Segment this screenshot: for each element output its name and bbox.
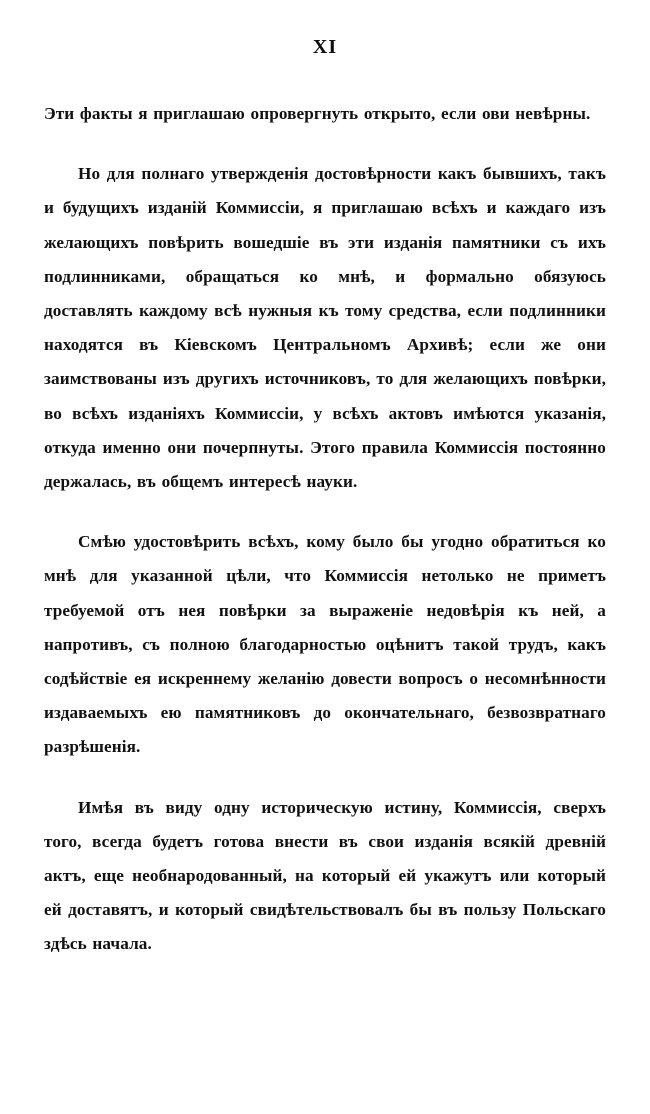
- paragraph: Эти факты я приглашаю опровергнуть открыто, если ови невѣрны.: [44, 104, 591, 123]
- paragraph: Но для полнаго утвержденія достовѣрности какъ бывшихъ, такъ и будущихъ изданій Коммиссіи, я приглашаю всѣхъ и каждаго изъ желающихъ повѣрить вошедшіе въ эти изданія памятники съ ихъ подлинниками, обращаться ко мнѣ, и формально обязуюсь доставлять каждому всѣ нужныя къ тому средства, если подлинники находятся въ Кіевскомъ Центральномъ Архивѣ; если же они заимствованы изъ другихъ источниковъ, то для желающихъ повѣрки, во всѣхъ изданіяхъ Коммиссіи, у всѣхъ актовъ имѣются указанія, откуда именно они почерпнуты. Этого правила Коммиссія постоянно держалась, въ общемъ интересѣ науки.: [44, 164, 606, 492]
- paragraph: Имѣя въ виду одну историческую истину, Коммиссія, сверхъ того, всегда будетъ готова внести въ свои изданія всякій древній актъ, еще необнародованный, на который ей укажутъ или который ей доставятъ, и который свидѣтельствовалъ бы въ пользу Польскаго здѣсь начала.: [44, 797, 606, 954]
- paragraph: Смѣю удостовѣрить всѣхъ, кому было бы угодно обратиться ко мнѣ для указанной цѣли, что Коммиссія нетолько не приметъ требуемой отъ нея повѣрки за выраженіе недовѣрія къ ней, а напротивъ, съ полною благодарностью оцѣнитъ такой трудъ, какъ содѣйствіе ея искреннему желанію довести вопросъ о несомнѣнности издаваемыхъ ею памятниковъ до окончательнаго, безвозвратнаго разрѣшенія.: [44, 532, 606, 757]
- document-page: [0, 36, 650, 1114]
- page-number: XI: [312, 36, 338, 58]
- body-text: [44, 97, 606, 962]
